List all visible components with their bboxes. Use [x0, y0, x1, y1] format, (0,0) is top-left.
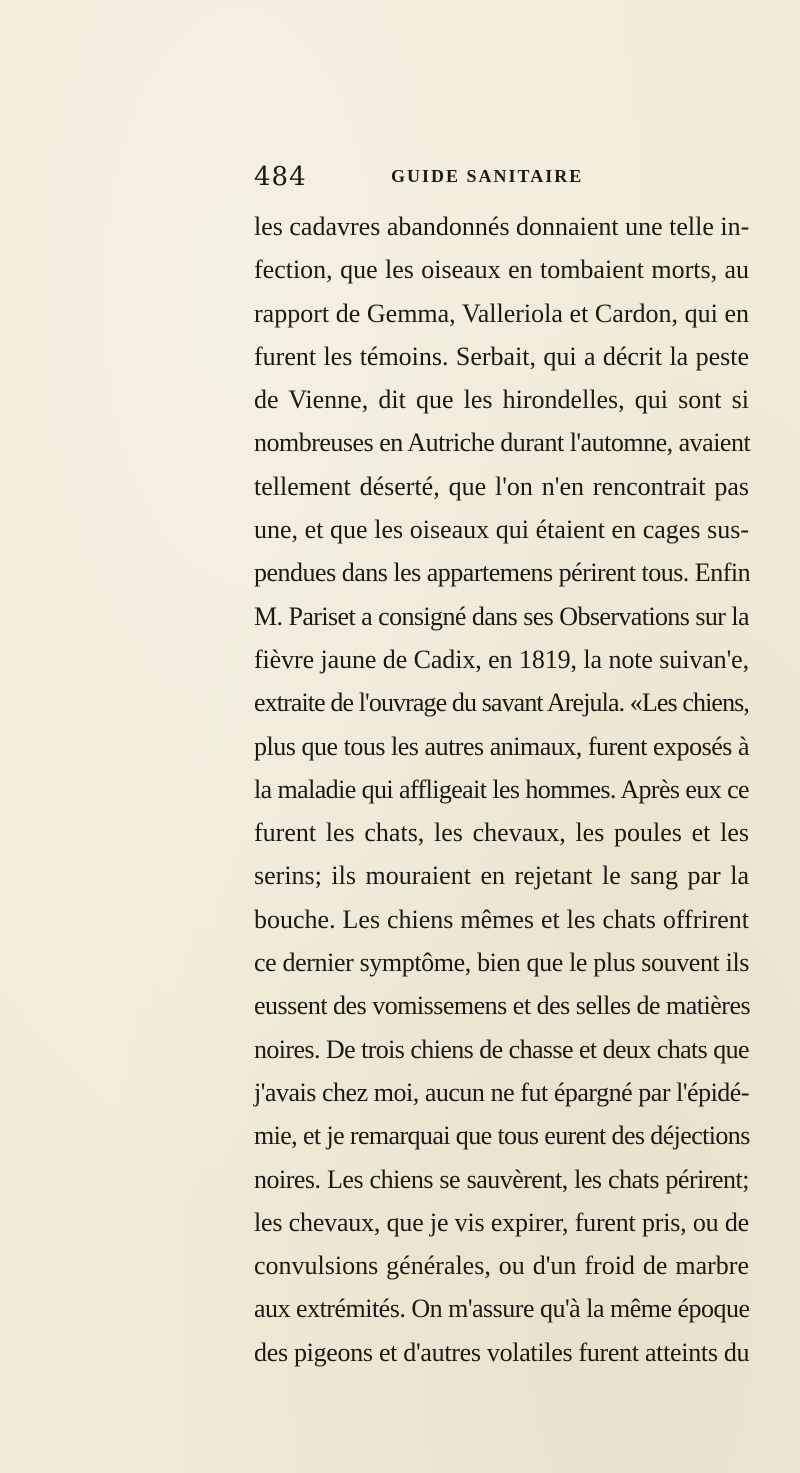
text-line: de Vienne, dit que les hirondelles, qui sont si [254, 385, 749, 415]
text-line: ce dernier symptôme, bien que le plus souvent ils [254, 948, 749, 978]
text-line: fection, que les oiseaux en tombaient morts, au [254, 255, 749, 285]
text-line: serins; ils mouraient en rejetant le sang par la [254, 861, 749, 891]
text-line: nombreuses en Autriche durant l'automne, avaient [254, 428, 751, 458]
text-line: mie, et je remarquai que tous eurent des déjections [254, 1121, 750, 1151]
page-number: 484 [254, 162, 307, 192]
text-line: pendues dans les appartemens périrent tous. Enfin [254, 558, 751, 588]
running-title: GUIDE SANITAIRE [391, 166, 584, 186]
text-line: noires. De trois chiens de chasse et deux chats que [254, 1034, 749, 1064]
text-line: une, et que les oiseaux qui étaient en cages sus- [254, 515, 749, 545]
text-line: des pigeons et d'autres volatiles furent atteints du [254, 1337, 750, 1367]
text-line: extraite de l'ouvrage du savant Arejula. «Les chiens, [254, 688, 749, 718]
text-line: j'avais chez moi, aucun ne fut épargné par l'épidé- [254, 1077, 749, 1107]
text-line: eussent des vomissemens et des selles de matières [254, 991, 751, 1021]
running-head [254, 150, 749, 190]
text-line: la maladie qui affligeait les hommes. Après eux ce [254, 774, 749, 804]
text-line: plus que tous les autres animaux, furent exposés à [254, 731, 749, 761]
text-line: convulsions générales, ou d'un froid de marbre [254, 1251, 749, 1281]
text-line: les chevaux, que je vis expirer, furent pris, ou de [254, 1207, 749, 1237]
text-line: bouche. Les chiens mêmes et les chats offrirent [254, 904, 749, 934]
body-text [254, 205, 751, 1367]
text-line: furent les témoins. Serbait, qui a décrit la peste [254, 341, 749, 371]
text-line: aux extrémités. On m'assure qu'à la même époque [254, 1294, 750, 1324]
text-line: furent les chats, les chevaux, les poules et les [254, 818, 749, 848]
text-line: M. Pariset a consigné dans ses Observations sur la [254, 601, 749, 631]
text-line: rapport de Gemma, Valleriola et Cardon, qui en [254, 298, 749, 328]
text-line: les cadavres abandonnés donnaient une telle in- [254, 212, 750, 241]
text-line: fièvre jaune de Cadix, en 1819, la note suivan'e, [254, 644, 749, 674]
text-line: noires. Les chiens se sauvèrent, les chats périrent; [254, 1164, 749, 1194]
text-line: tellement déserté, que l'on n'en rencontrait pas [254, 471, 749, 501]
